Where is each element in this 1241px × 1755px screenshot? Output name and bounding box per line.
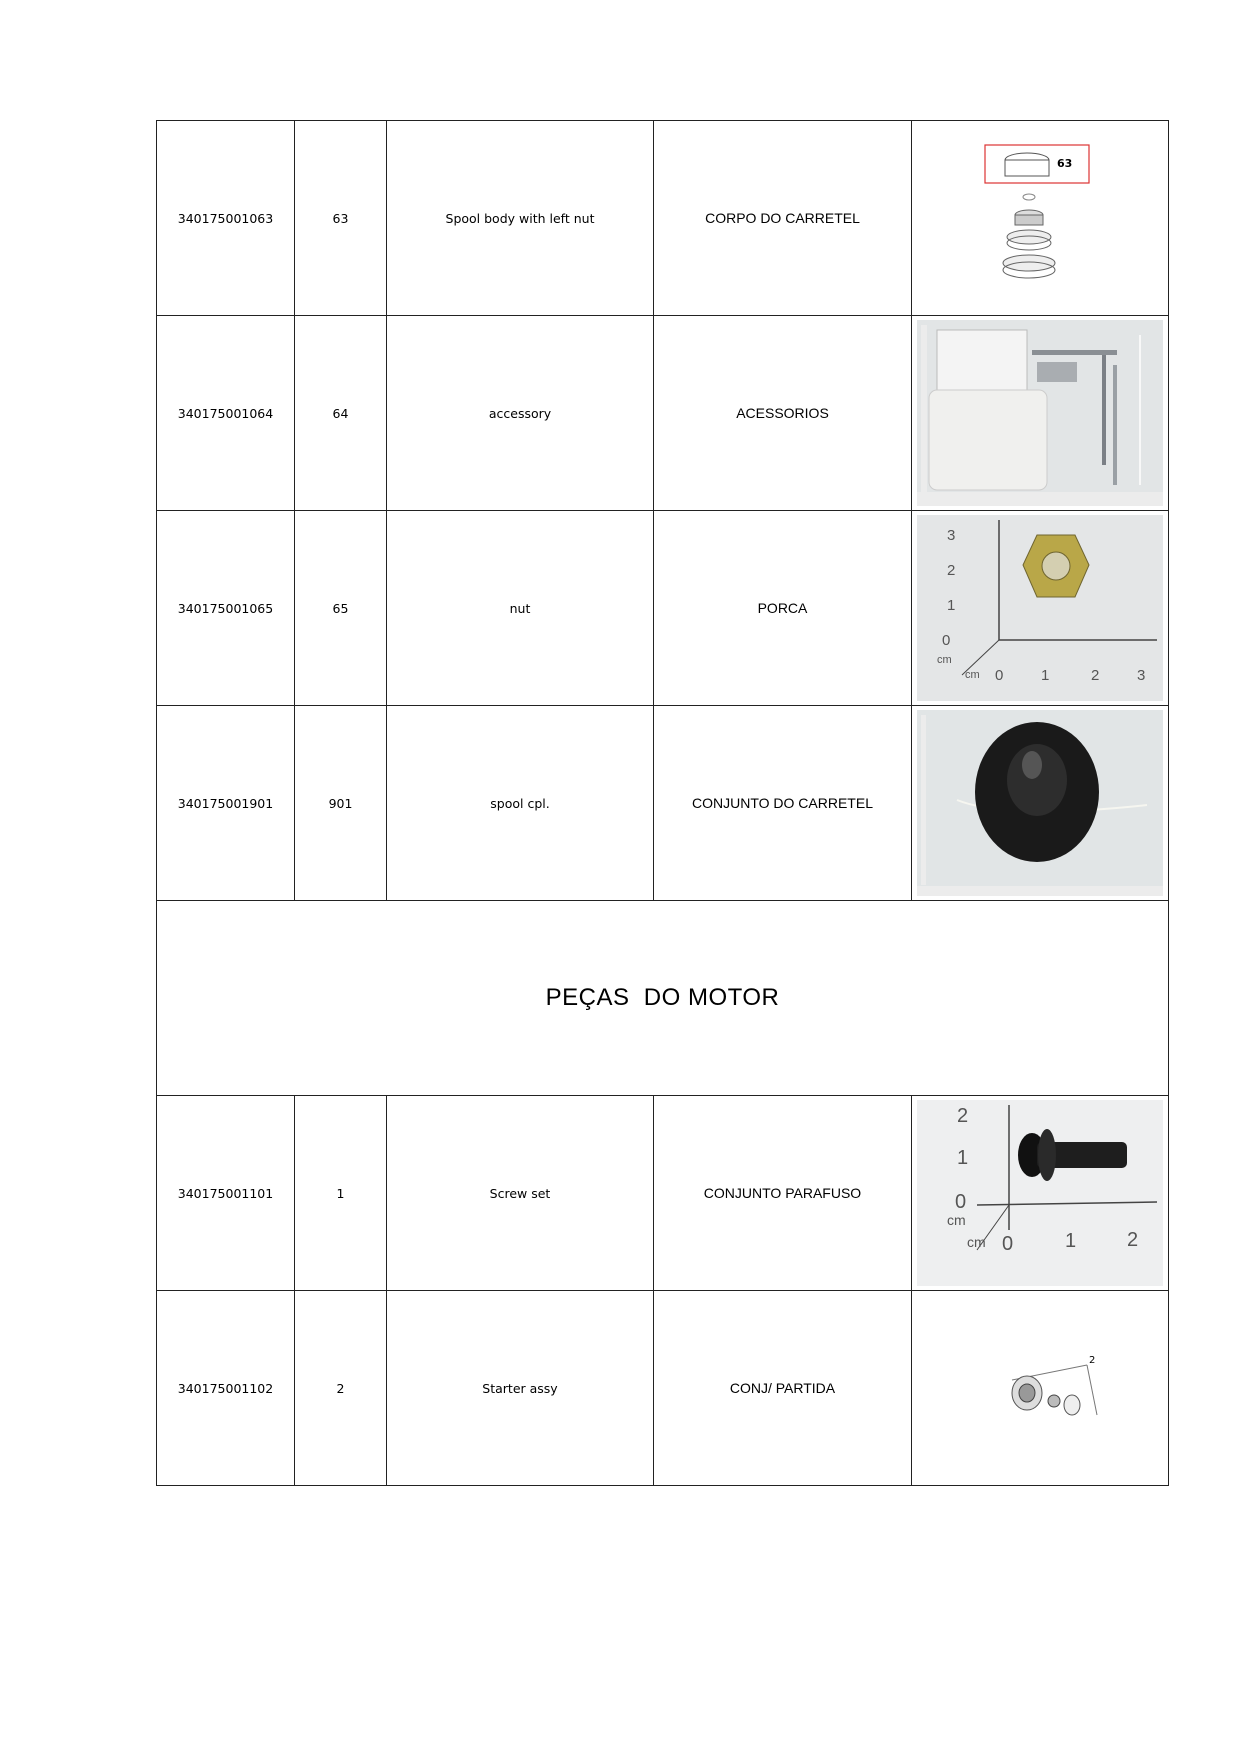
svg-text:cm: cm <box>947 1212 966 1228</box>
part-code: 340175001102 <box>157 1291 295 1486</box>
part-image-cell <box>912 511 1169 706</box>
description-en: nut <box>387 511 654 706</box>
svg-text:3: 3 <box>1137 667 1146 684</box>
table-row <box>157 1096 1169 1291</box>
svg-text:63: 63 <box>1057 157 1073 170</box>
description-en: spool cpl. <box>387 706 654 901</box>
part-number: 64 <box>295 316 387 511</box>
part-image-cell <box>912 121 1169 316</box>
part-number: 65 <box>295 511 387 706</box>
description-en: accessory <box>387 316 654 511</box>
part-image-cell <box>912 1291 1169 1486</box>
svg-text:cm: cm <box>937 654 952 666</box>
exploded-diagram-spool-body-image <box>917 125 1163 311</box>
accessories-kit-photo <box>917 320 1163 506</box>
svg-text:1: 1 <box>947 597 956 614</box>
svg-text:cm: cm <box>967 1234 986 1250</box>
svg-text:0: 0 <box>995 667 1004 684</box>
table-row <box>157 316 1169 511</box>
part-number: 1 <box>295 1096 387 1291</box>
svg-text:2: 2 <box>947 562 956 579</box>
part-image-cell <box>912 316 1169 511</box>
svg-text:2: 2 <box>1089 1355 1096 1366</box>
part-code: 340175001101 <box>157 1096 295 1291</box>
part-code: 340175001065 <box>157 511 295 706</box>
description-pt: CORPO DO CARRETEL <box>654 121 912 316</box>
description-en: Screw set <box>387 1096 654 1291</box>
part-image-cell <box>912 1096 1169 1291</box>
part-code: 340175001063 <box>157 121 295 316</box>
svg-text:1: 1 <box>1065 1230 1077 1252</box>
parts-table <box>156 120 1169 1486</box>
part-number: 2 <box>295 1291 387 1486</box>
spool-complete-photo <box>917 710 1163 896</box>
exploded-diagram-starter-image <box>917 1295 1163 1481</box>
table-row <box>157 706 1169 901</box>
part-image-cell <box>912 706 1169 901</box>
section-title: PEÇAS DO MOTOR <box>157 901 1169 1096</box>
part-code: 340175001901 <box>157 706 295 901</box>
svg-text:cm: cm <box>965 669 980 681</box>
description-pt: CONJUNTO PARAFUSO <box>654 1096 912 1291</box>
svg-text:2: 2 <box>1127 1229 1139 1251</box>
section-row <box>157 901 1169 1096</box>
svg-text:2: 2 <box>957 1105 969 1127</box>
table-row <box>157 121 1169 316</box>
part-number: 63 <box>295 121 387 316</box>
nut-photo <box>917 515 1163 701</box>
svg-text:1: 1 <box>1041 667 1050 684</box>
description-pt: PORCA <box>654 511 912 706</box>
description-en: Spool body with left nut <box>387 121 654 316</box>
description-pt: CONJ/ PARTIDA <box>654 1291 912 1486</box>
table-row <box>157 1291 1169 1486</box>
svg-text:0: 0 <box>955 1191 967 1213</box>
description-pt: CONJUNTO DO CARRETEL <box>654 706 912 901</box>
description-pt: ACESSORIOS <box>654 316 912 511</box>
svg-text:2: 2 <box>1091 667 1100 684</box>
part-code: 340175001064 <box>157 316 295 511</box>
table-row <box>157 511 1169 706</box>
description-en: Starter assy <box>387 1291 654 1486</box>
svg-text:0: 0 <box>942 632 951 649</box>
screw-photo <box>917 1100 1163 1286</box>
svg-text:1: 1 <box>957 1147 969 1169</box>
part-number: 901 <box>295 706 387 901</box>
svg-text:0: 0 <box>1002 1233 1014 1255</box>
svg-text:3: 3 <box>947 527 956 544</box>
